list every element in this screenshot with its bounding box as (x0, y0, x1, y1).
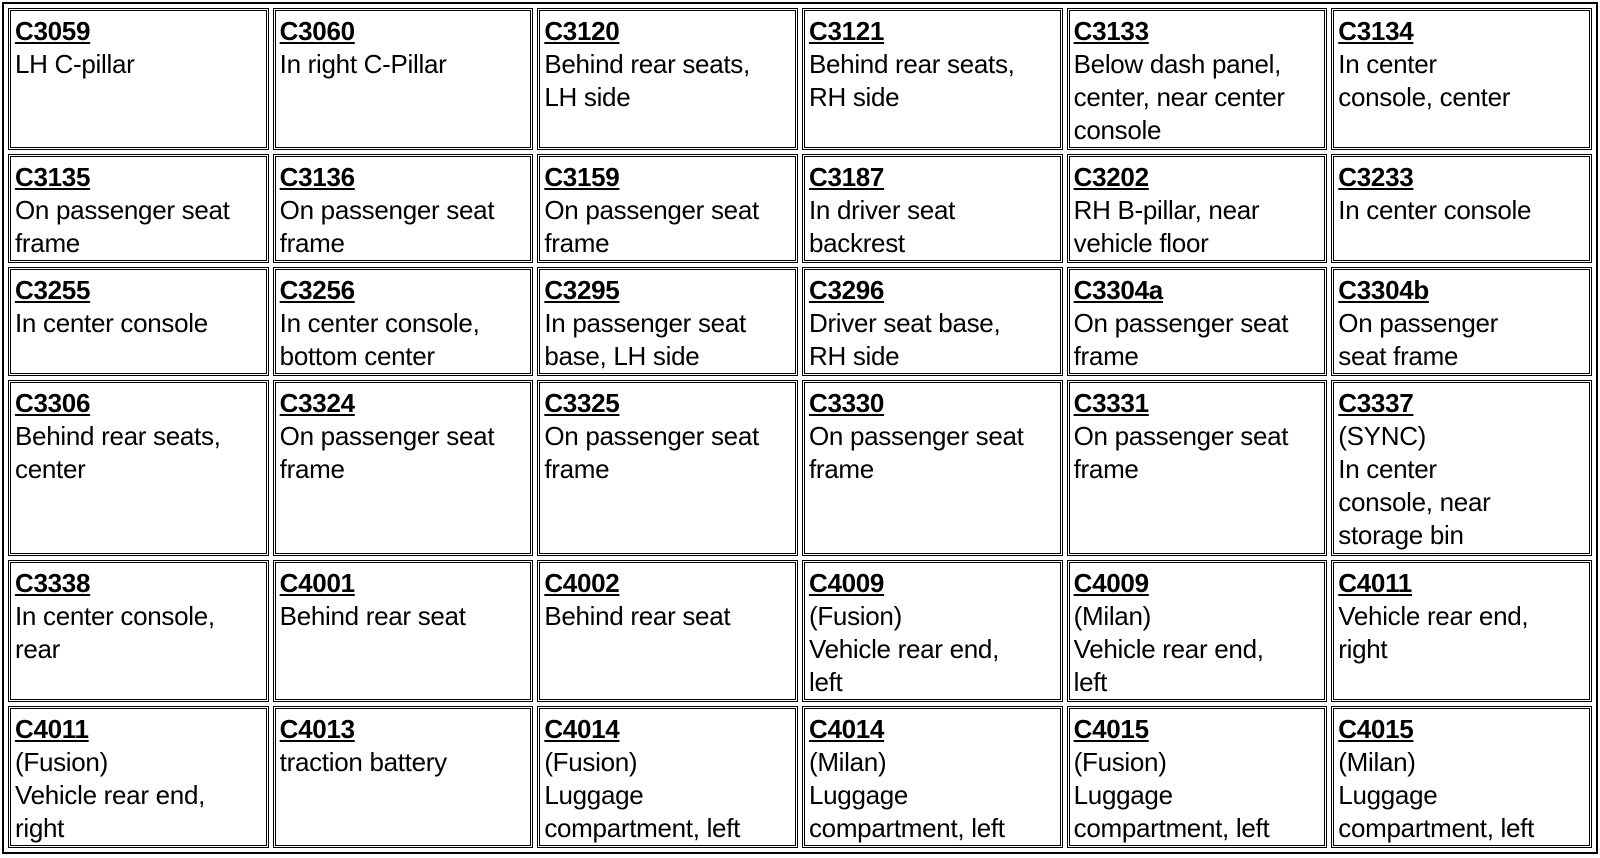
connector-variant-note: (Milan) (808, 746, 887, 777)
connector-variant-note: (Milan) (1338, 746, 1416, 777)
connector-id: C3325 (544, 388, 620, 419)
connector-cell (1331, 380, 1592, 555)
table-row (8, 380, 1592, 555)
connector-location: Below dash panel, center, near center console (1073, 49, 1285, 145)
connector-id: C3134 (1338, 16, 1414, 46)
connector-cell (1067, 560, 1328, 702)
connector-location: On passenger seat frame (15, 195, 230, 259)
table-row (8, 8, 1592, 150)
connector-cell (1067, 8, 1328, 150)
connector-id: C4011 (15, 713, 89, 744)
connector-location: Luggage compartment, left (1338, 779, 1535, 843)
connector-location: In passenger seat base, LH side (544, 308, 746, 372)
connector-id: C4014 (544, 713, 620, 744)
connector-id: C4011 (1338, 567, 1412, 598)
connector-id: C3306 (15, 388, 91, 419)
connector-cell (273, 8, 534, 150)
connector-location: RH B-pillar, near vehicle floor (1073, 195, 1260, 259)
connector-id: C3121 (808, 16, 885, 46)
table-row (8, 560, 1592, 702)
connector-location: In right C-Pillar (279, 49, 447, 79)
connector-cell (1067, 154, 1328, 263)
connector-id: C3187 (808, 162, 885, 193)
connector-location: In center console (1338, 195, 1532, 226)
connector-location: Behind rear seats, RH side (808, 49, 1015, 112)
connector-cell (273, 154, 534, 263)
connector-location: On passenger seat frame (808, 421, 1024, 485)
connector-cell (8, 154, 269, 263)
connector-id: C3331 (1073, 388, 1149, 419)
connector-cell (1331, 706, 1592, 848)
connector-id: C3304b (1338, 275, 1429, 306)
connector-id: C3120 (544, 16, 620, 46)
connector-cell (802, 706, 1063, 848)
connector-location: Behind rear seats, center (15, 421, 221, 485)
connector-cell (1067, 706, 1328, 848)
connector-id: C3324 (279, 388, 355, 419)
connector-location: Behind rear seat (544, 600, 731, 631)
connector-cell (802, 8, 1063, 150)
connector-id: C3060 (279, 16, 355, 46)
connector-cell (8, 380, 269, 555)
connector-cell (1067, 267, 1328, 376)
connector-location: Behind rear seats, LH side (544, 49, 750, 112)
connector-location: Driver seat base, RH side (808, 308, 1001, 372)
connector-location: On passenger seat frame (279, 195, 495, 259)
connector-id: C3296 (808, 275, 885, 306)
connector-id: C4009 (808, 567, 885, 598)
connector-cell (8, 267, 269, 376)
connector-location: In center console, center (1338, 49, 1511, 112)
connector-id: C4002 (544, 567, 620, 598)
connector-cell (273, 267, 534, 376)
connector-id: C3233 (1338, 162, 1414, 193)
connector-location: Luggage compartment, left (1073, 779, 1270, 843)
table-row (8, 267, 1592, 376)
connector-cell (1331, 267, 1592, 376)
connector-cell (8, 706, 269, 848)
connector-location: In center console (15, 308, 208, 339)
connector-id: C4015 (1073, 713, 1149, 744)
connector-location: Vehicle rear end, right (15, 779, 206, 843)
connector-location: In center console, rear (15, 600, 215, 664)
connector-cell (273, 706, 534, 848)
connector-location: Vehicle rear end, left (1073, 633, 1264, 697)
connector-location: Vehicle rear end, right (1338, 600, 1529, 664)
connector-cell (802, 267, 1063, 376)
connector-location: Luggage compartment, left (808, 779, 1005, 843)
connector-location: Luggage compartment, left (544, 779, 741, 843)
connector-cell (802, 560, 1063, 702)
connector-variant-note: (Fusion) (15, 746, 108, 777)
connector-id: C4014 (808, 713, 885, 744)
connector-id: C4013 (279, 713, 355, 744)
connector-id: C4001 (279, 567, 355, 598)
connector-location: In center console, bottom center (279, 308, 480, 372)
connector-location: In driver seat backrest (808, 195, 956, 259)
connector-variant-note: (Fusion) (544, 746, 638, 777)
table-row (8, 706, 1592, 848)
connector-location: Behind rear seat (279, 600, 466, 631)
connector-id: C3256 (279, 275, 355, 306)
connector-id: C3059 (15, 16, 91, 46)
connector-location: Vehicle rear end, left (808, 633, 999, 697)
connector-location-table (2, 2, 1598, 854)
connector-cell (537, 8, 798, 150)
connector-cell (8, 560, 269, 702)
connector-cell (1331, 154, 1592, 263)
connector-id: C3159 (544, 162, 620, 193)
connector-id: C3295 (544, 275, 620, 306)
connector-cell (273, 560, 534, 702)
connector-location: On passenger seat frame (279, 421, 495, 485)
connector-id: C3135 (15, 162, 91, 193)
connector-location: traction battery (279, 746, 447, 777)
connector-location: In center console, near storage bin (1338, 454, 1491, 551)
connector-cell (802, 154, 1063, 263)
connector-location: On passenger seat frame (544, 421, 759, 485)
connector-variant-note: (SYNC) (1338, 421, 1427, 452)
connector-cell (537, 380, 798, 555)
connector-id: C3255 (15, 275, 91, 306)
table-row (8, 154, 1592, 263)
connector-cell (1067, 380, 1328, 555)
connector-id: C3133 (1073, 16, 1149, 46)
connector-id: C3304a (1073, 275, 1163, 306)
connector-location: On passenger seat frame (544, 195, 759, 259)
connector-location: On passenger seat frame (1073, 421, 1289, 485)
connector-cell (1331, 8, 1592, 150)
connector-cell (273, 380, 534, 555)
connector-id: C4009 (1073, 567, 1149, 598)
connector-variant-note: (Fusion) (1073, 746, 1167, 777)
connector-cell (537, 706, 798, 848)
connector-id: C3337 (1338, 388, 1414, 419)
connector-location: LH C-pillar (15, 49, 135, 79)
connector-cell (537, 560, 798, 702)
connector-location: On passenger seat frame (1338, 308, 1499, 372)
connector-id: C3136 (279, 162, 355, 193)
connector-id: C3330 (808, 388, 885, 419)
connector-location: On passenger seat frame (1073, 308, 1289, 372)
connector-cell (802, 380, 1063, 555)
connector-cell (537, 154, 798, 263)
connector-cell (1331, 560, 1592, 702)
connector-cell (537, 267, 798, 376)
connector-id: C3202 (1073, 162, 1149, 193)
connector-variant-note: (Fusion) (808, 600, 902, 631)
connector-id: C4015 (1338, 713, 1414, 744)
connector-id: C3338 (15, 567, 91, 598)
connector-variant-note: (Milan) (1073, 600, 1151, 631)
connector-cell (8, 8, 269, 150)
